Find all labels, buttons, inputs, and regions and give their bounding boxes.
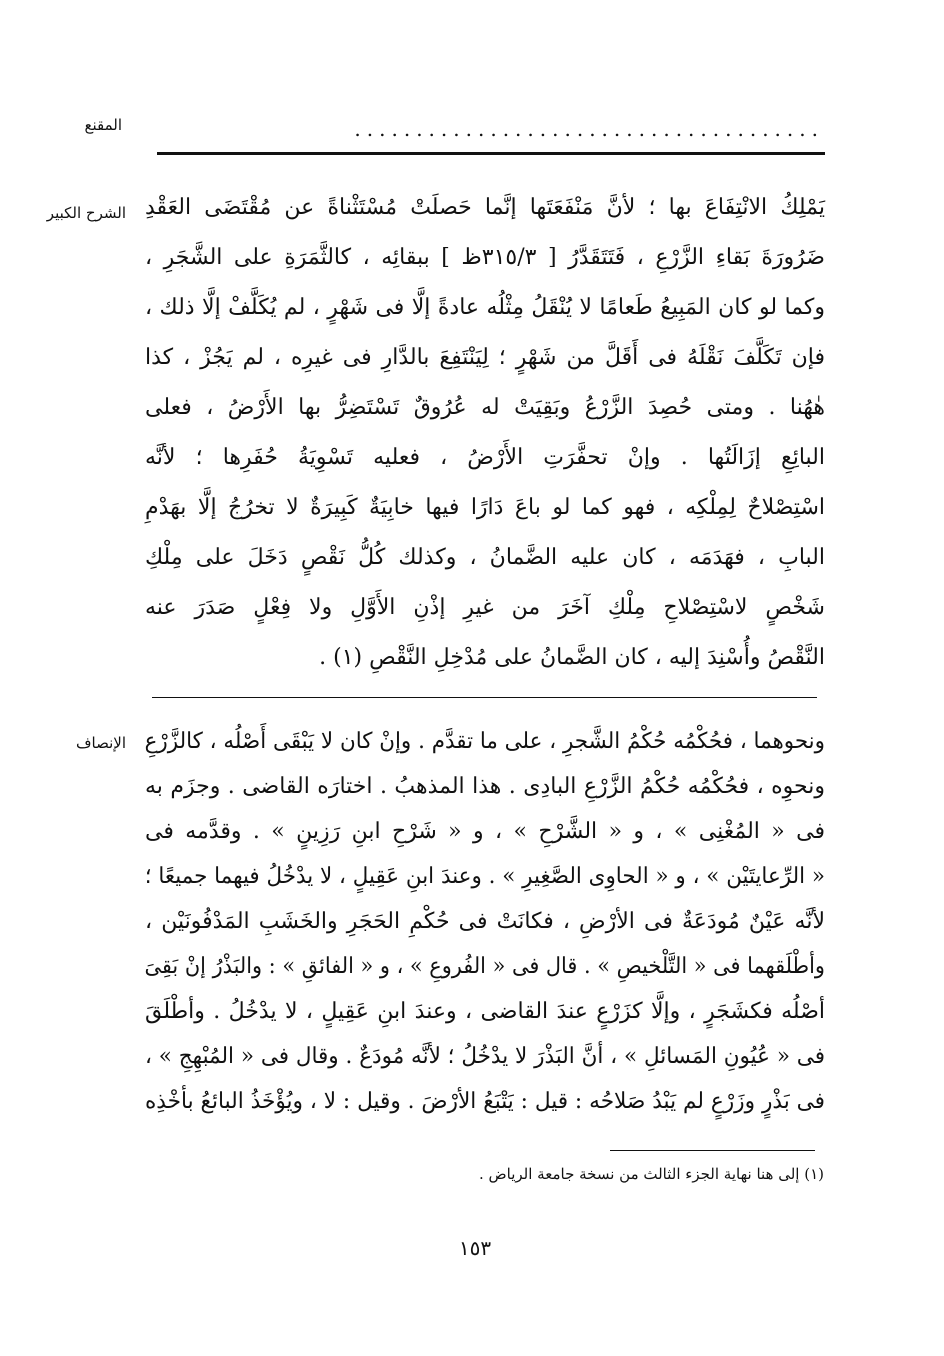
insaf-line: ونحوهما ، فحُكْمُه حُكْمُ الشَّجرِ ، على ما تقدَّم . وإنْ كان لا يَبْقَى أَصْلُه ، كالزَّرْعِ (144, 729, 826, 754)
sharh-line: وكما لو كان المَبِيعُ طَعامًا لا يُنْقَلُ مِثْلُه عادةً إلَّا فى شَهْرٍ ، لم يُكَلَّفْ إلَّا ذلك ، (145, 295, 825, 320)
sharh-line: البابِ ، فهَدَمَه ، كان عليه الضَّمانُ ، وكذلك كُلُّ نَقْصٍ دَخَلَ على مِلْكِ (145, 545, 825, 570)
insaf-line: فى « عُيُونِ المَسائلِ » ، أنَّ البَذْرَ لا يدْخُلُ ؛ لأنَّه مُودَعٌ . وقال فى « المُبْهِجِ » ، (145, 1044, 825, 1069)
sharh-line: شَخْصٍ لاسْتِصْلاحِ مِلْكِ آخَرَ من غيرِ إذْنِ الأَوَّلِ ولا فِعْلٍ صَدَرَ عنه (145, 595, 825, 620)
insaf-line: ونحوِه ، فحُكْمُه حُكْمُ الزَّرْعِ البادِى . هذا المذهبُ . اختارَه القاضى . وجزَم به (145, 774, 825, 799)
sharh-line: اسْتِصْلاحٌ لِمِلْكِه ، فهو كما لو باعَ دَارًا فيها خابِيَةٌ كَبِيرَةٌ لا تخرُجُ إلَّا بهَدْمِ (145, 495, 825, 520)
sharh-line: يَمْلِكُ الانْتِفَاعَ بها ؛ لأنَّ مَنْفَعَتَها إنَّما حَصلَتْ مُسْتَثْناةً عن مُقْتَضَى العَقْدِ (145, 195, 825, 220)
section-divider (152, 697, 817, 698)
insaf-line: « الرِّعايتَيْن » ، و « الحاوِى الصَّغِيرِ » . وعندَ ابنِ عَقِيلٍ ، لا يدْخُلُ فيهما جميعًا ؛ (144, 864, 826, 889)
insaf-line: أصْلُه فكشَجَرٍ ، وإلَّا كزَرْعٍ عندَ القاضى ، وعندَ ابنِ عَقِيلٍ ، لا يدْخُلُ . وأطْلَقَ (145, 999, 825, 1024)
footnote: (١) إلى هنا نهاية الجزء الثالث من نسخة جامعة الرياض . (478, 1165, 824, 1183)
insaf-line: لأنَّه عَيْنٌ مُودَعَةٌ فى الأرْضِ ، فكانَتْ فى حُكْمِ الحَجَرِ والخَشَبِ المَدْفُونَيْن ، (145, 909, 825, 934)
page-number: ١٥٣ (458, 1236, 492, 1260)
header-rule (157, 152, 825, 155)
insaf-line: فى « المُغْنِى » ، و « الشَّرْحِ » ، و « شَرْحِ ابنِ رَزِينٍ » . وقدَّمه فى (145, 819, 825, 844)
sharh-line: البائِعِ إزَالَتُها . وإنْ تحفَّرَتِ الأَرْضُ ، فعليه تَسْوِيَةُ حُفَرِها ؛ لأنَّه (145, 445, 825, 470)
footnote-rule (610, 1150, 815, 1151)
insaf-text-block (145, 722, 825, 1142)
section-label-sharh: الشرح الكبير (46, 204, 126, 222)
section-label-insaf: الإنصاف (75, 734, 126, 752)
sharh-line: فإن تَكَلَّفَ نَقْلَهُ فى أَقَلَّ من شَهْرٍ ؛ لِيَنْتَفِعَ بالدَّارِ فى غيرِه ، لم يَجُزْ ، كذا (145, 345, 825, 370)
sharh-line: هٰهُنا . ومتى حُصِدَ الزَّرْعُ وبَقِيَتْ له عُرُوقٌ تَسْتَضِرُّ بها الأَرْضُ ، فعلى (145, 395, 825, 420)
header-dotted-leader: ...................................... (354, 117, 824, 141)
insaf-line: فى بَذْرٍ وزَرْعٍ لم يَبْدُ صَلاحُه : قيل : يَتْبَعُ الأرْضَ . وقيل : لا ، ويُؤْخَذُ البائعُ بأخْذِه (144, 1089, 825, 1114)
sharh-line: ضَرُورَةَ بَقاءِ الزَّرْعِ ، فَتَتَقَدَّرُ [ ٣١٥/٣ظ ] ببقائِه ، كالثَّمَرَةِ على الشَّجَرِ ، (145, 245, 825, 270)
running-header-label: المقنع (84, 116, 122, 134)
insaf-line: وأطْلَقهما فى « التَّلْخيصِ » . قال فى « الفُروعِ » ، و « الفائقِ » : والبَذْرُ إنْ بَقِىَ (144, 954, 825, 979)
sharh-text-block (145, 183, 825, 693)
sharh-line: النَّقْصُ وأُسْنِدَ إليه ، كان الضَّمانُ على مُدْخِلِ النَّقْصِ (١) . (319, 645, 825, 670)
